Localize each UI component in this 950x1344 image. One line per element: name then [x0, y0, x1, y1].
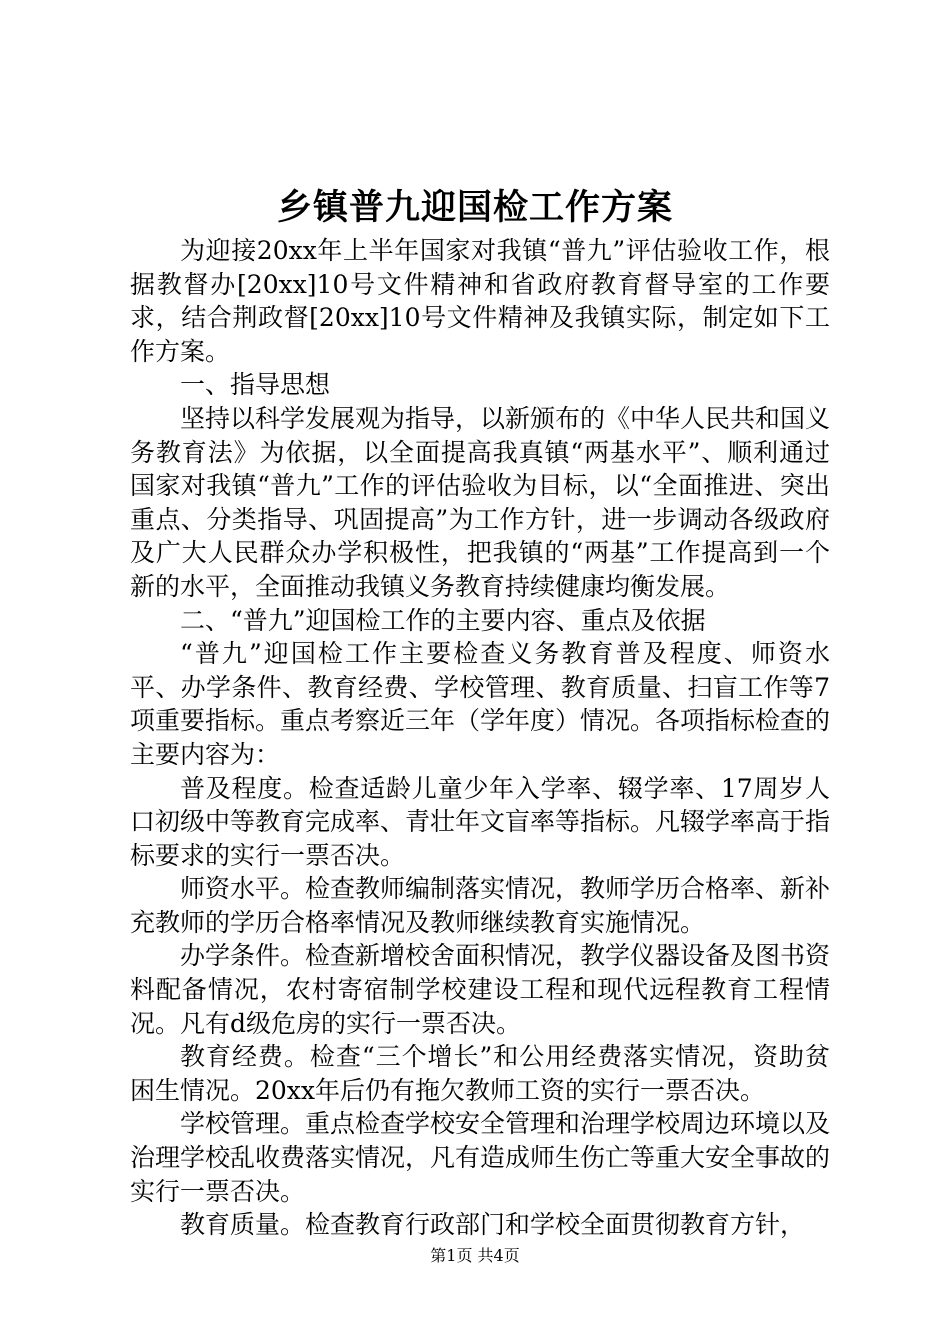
document-body: [130, 234, 830, 1242]
section-heading-2: 二、“普九”迎国检工作的主要内容、重点及依据: [180, 605, 706, 635]
paragraph-quality: 教育质量。检查教育行政部门和学校全面贯彻教育方针，: [180, 1210, 806, 1240]
document-title: 乡镇普九迎国检工作方案: [276, 187, 673, 228]
paragraph-funding: 教育经费。检查“三个增长”和公用经费落实情况，资助贫困生情况。20xx年后仍有拖欠教师工资的实行一票否决。: [130, 1042, 830, 1105]
section-heading-1: 一、指导思想: [180, 370, 331, 400]
paragraph-intro: 为迎接20xx年上半年国家对我镇“普九”评估验收工作，根据教督办[20xx]10号文件精神和省政府教育督导室的工作要求，结合荆政督[20xx]10号文件精神及我镇实际，制定如下工作方案。: [130, 236, 830, 366]
paragraph-management: 学校管理。重点检查学校安全管理和治理学校周边环境以及治理学校乱收费落实情况，凡有造成师生伤亡等重大安全事故的实行一票否决。: [130, 1109, 831, 1206]
paragraph-guiding-thought: 坚持以科学发展观为指导，以新颁布的《中华人民共和国义务教育法》为依据，以全面提高我真镇“两基水平”、顺利通过国家对我镇“普九”工作的评估验收为目标，以“全面推进、突出重点、分类指导、巩固提高”为工作方针，进一步调动各级政府及广大人民群众办学积极性，把我镇的“两基”工作提高到一个新的水平，全面推动我镇义务教育持续健康均衡发展。: [130, 403, 831, 601]
paragraph-popularization: 普及程度。检查适龄儿童少年入学率、辍学率、17周岁人口初级中等教育完成率、青壮年文盲率等指标。凡辍学率高于指标要求的实行一票否决。: [130, 773, 831, 870]
paragraph-conditions: 办学条件。检查新增校舍面积情况，教学仪器设备及图书资料配备情况，农村寄宿制学校建设工程和现代远程教育工程情况。凡有d级危房的实行一票否决。: [130, 941, 831, 1038]
paragraph-main-content: “普九”迎国检工作主要检查义务教育普及程度、师资水平、办学条件、教育经费、学校管理、教育质量、扫盲工作等7项重要指标。重点考察近三年（学年度）情况。各项指标检查的主要内容为：: [130, 639, 831, 769]
page-number: 第1页 共4页: [430, 1246, 520, 1265]
paragraph-teachers: 师资水平。检查教师编制落实情况，教师学历合格率、新补充教师的学历合格率情况及教师继续教育实施情况。: [130, 874, 831, 937]
